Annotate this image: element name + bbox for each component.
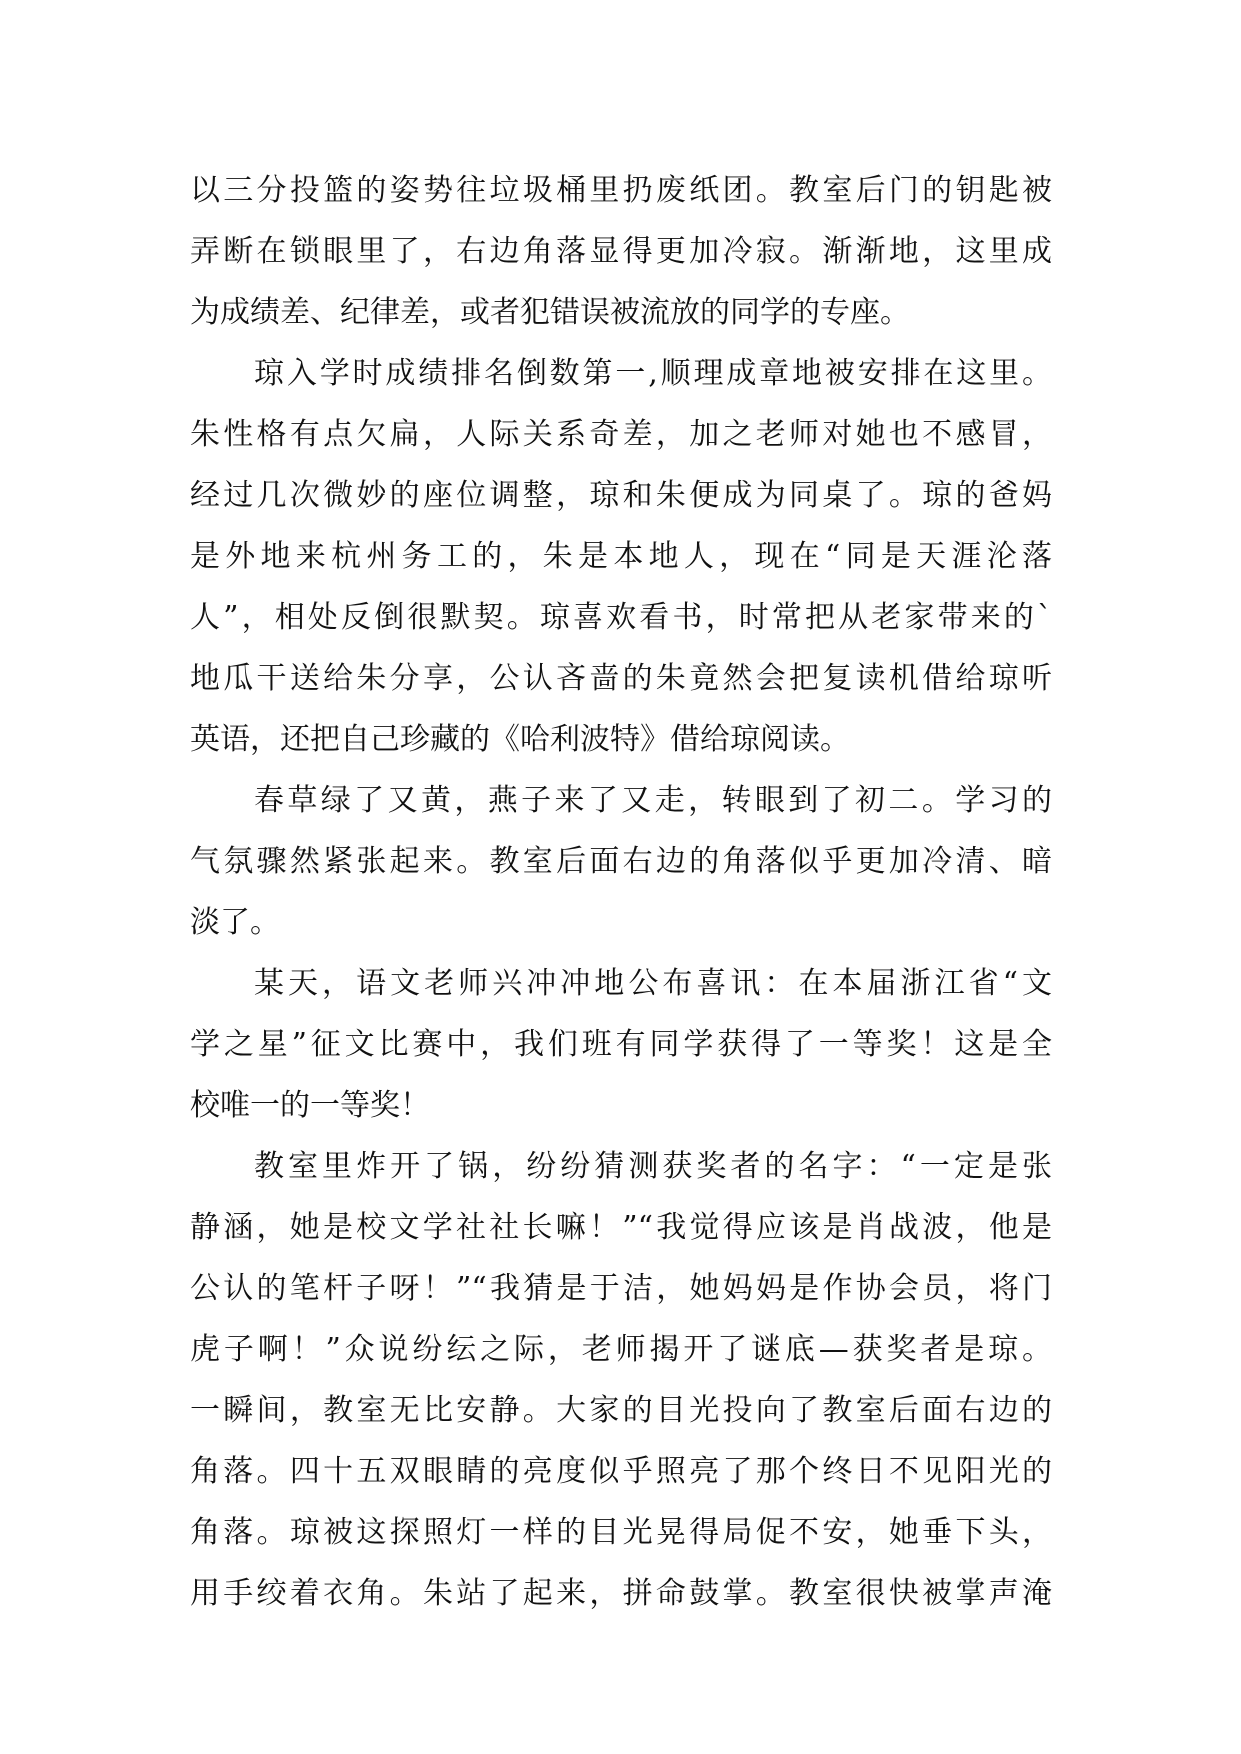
text-line: 英语，还把自己珍藏的《哈利波特》借给琼阅读。 [190,722,850,757]
text-line: 弄断在锁眼里了，右边角落显得更加冷寂。渐渐地，这里成 [190,234,1052,269]
paragraph-first-line: 琼入学时成绩排名倒数第一,顺理成章地被安排在这里。 [254,356,1052,391]
text-line: 虎子啊！”众说纷纭之际，老师揭开了谜底—获奖者是琼。 [190,1332,1052,1367]
text-line: 为成绩差、纪律差，或者犯错误被流放的同学的专座。 [190,295,910,330]
paragraph-first-line: 教室里炸开了锅，纷纷猜测获奖者的名字：“一定是张 [254,1149,1052,1184]
text-line: 淡了。 [190,905,280,940]
paragraph-first-line: 某天，语文老师兴冲冲地公布喜讯：在本届浙江省“文 [254,966,1052,1001]
text-line: 公认的笔杆子呀！”“我猜是于洁，她妈妈是作协会员，将门 [190,1271,1052,1306]
text-line: 气氛骤然紧张起来。教室后面右边的角落似乎更加冷清、暗 [190,844,1052,879]
text-line: 朱性格有点欠扁，人际关系奇差，加之老师对她也不感冒， [190,417,1052,452]
text-line: 经过几次微妙的座位调整，琼和朱便成为同桌了。琼的爸妈 [190,478,1052,513]
text-line: 静涵，她是校文学社社长嘛！”“我觉得应该是肖战波，他是 [190,1210,1052,1245]
text-line: 一瞬间，教室无比安静。大家的目光投向了教室后面右边的 [190,1393,1052,1428]
text-line: 用手绞着衣角。朱站了起来，拼命鼓掌。教室很快被掌声淹 [190,1576,1052,1611]
essay-body [190,160,1052,1624]
text-line: 是外地来杭州务工的，朱是本地人，现在“同是天涯沦落 [190,539,1052,574]
text-line: 学之星”征文比赛中，我们班有同学获得了一等奖！这是全 [190,1027,1052,1062]
text-line: 人”，相处反倒很默契。琼喜欢看书，时常把从老家带来的` [190,600,1052,635]
text-line: 角落。琼被这探照灯一样的目光晃得局促不安，她垂下头， [190,1515,1052,1550]
text-line: 以三分投篮的姿势往垃圾桶里扔废纸团。教室后门的钥匙被 [190,173,1052,208]
text-line: 角落。四十五双眼睛的亮度似乎照亮了那个终日不见阳光的 [190,1454,1052,1489]
paragraph-first-line: 春草绿了又黄，燕子来了又走，转眼到了初二。学习的 [254,783,1052,818]
text-line: 地瓜干送给朱分享，公认吝啬的朱竟然会把复读机借给琼听 [190,661,1052,696]
text-line: 校唯一的一等奖！ [190,1088,430,1123]
